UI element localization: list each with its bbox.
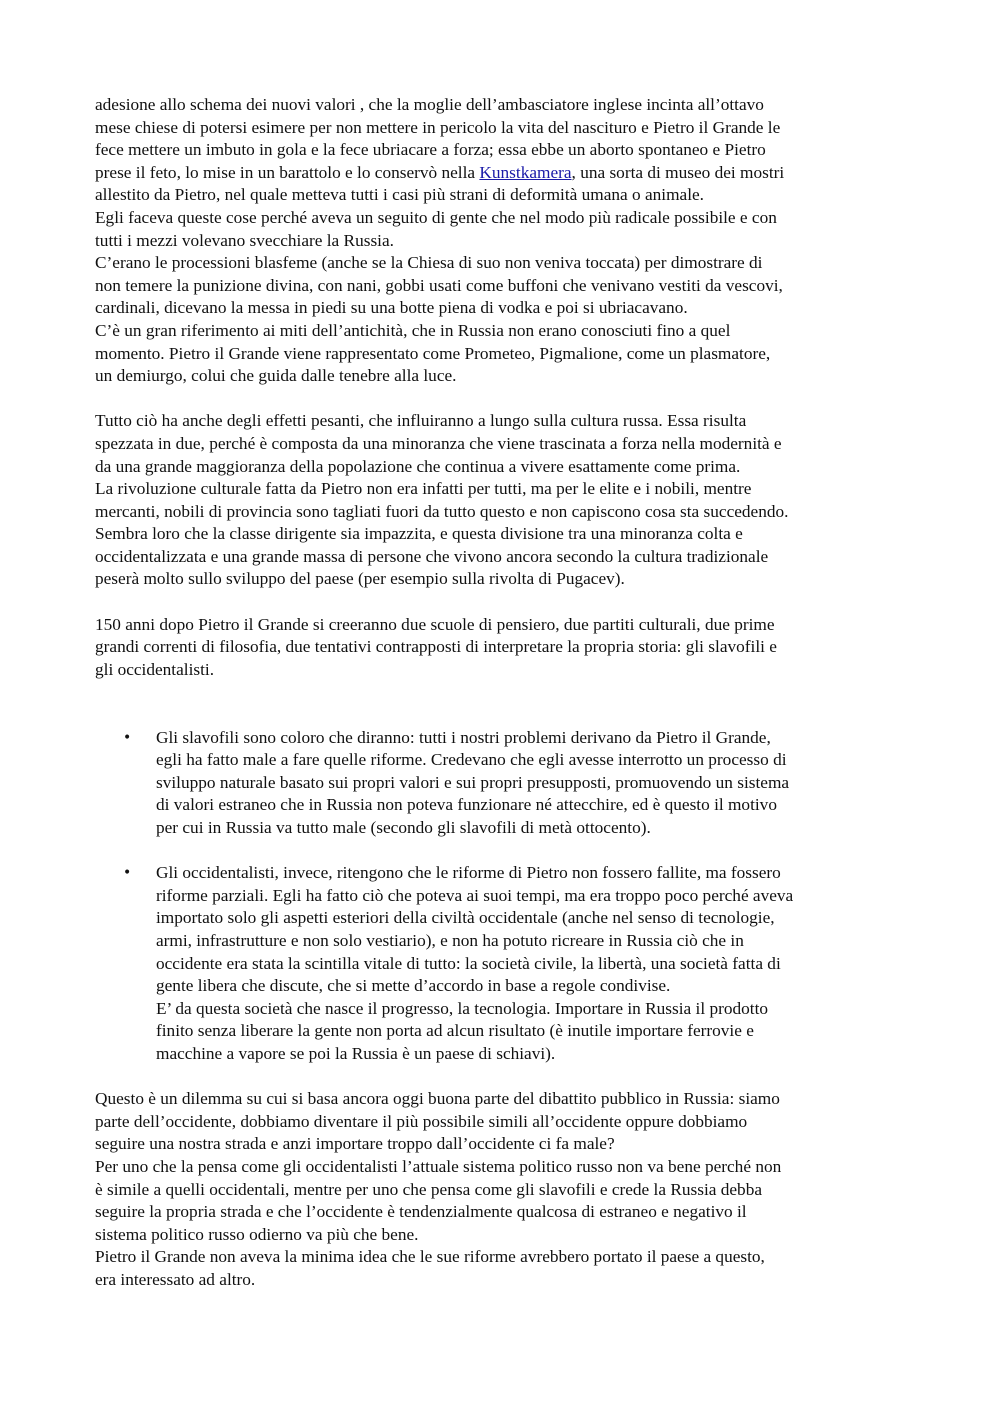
paragraph-spacer — [95, 840, 910, 863]
paragraph-dilemma: Questo è un dilemma su cui si basa ancora oggi buona parte del dibattito pubblico in Russia: siamo parte dell’occidente, dobbiamo diventare il più possibile simili all’occidente oppure dobbiamo seguire una nostra strada e anzi importare troppo dall’occidente ci fa male? — [95, 1089, 780, 1154]
paragraph-effetti: Tutto ciò ha anche degli effetti pesanti, che influiranno a lungo sulla cultura russa. Essa risulta spezzata in due, perché è composta da una minoranza che viene trascinata a forza nella modernità e da una grande maggioranza della popolazione che continua a vivere esattamente come prima. — [95, 411, 782, 476]
bullet-list — [95, 727, 910, 1066]
paragraph-processioni: C’erano le processioni blasfeme (anche se la Chiesa di suo non veniva toccata) per dimostrare di non temere la punizione divina, con nani, gobbi usati come buffoni che venivano vestiti da vescovi, cardinali, dicevano la messa in piedi su una botte piena di vodka e poi si ubriacavano. — [95, 253, 783, 318]
paragraph-spacer — [95, 681, 910, 704]
paragraph-spacer — [95, 591, 910, 614]
paragraph-sistema-politico: Per uno che la pensa come gli occidentalisti l’attuale sistema politico russo non va bene perché non è simile a quelli occidentali, mentre per uno che pensa come gli slavofili e crede la Russia debba seguire la propria strada e che l’occidente è tendenzialmente qualcosa di estraneo e negativo il sistema politico russo odierno va più che bene. — [95, 1156, 782, 1244]
bullet-continuation: E’ da questa società che nasce il progresso, la tecnologia. Importare in Russia il prodotto finito senza liberare la gente non porta ad alcun risultato (è inutile importare ferrovie e macchine a vapore se poi la Russia è un paese di schiavi). — [156, 998, 769, 1063]
paragraph-spacer — [95, 1066, 910, 1089]
paragraph-rivoluzione: La rivoluzione culturale fatta da Pietro non era infatti per tutti, ma per le elite e i nobili, mentre mercanti, nobili di provincia sono tagliati fuori da tutto questo e non capiscono cosa sta succedendo. Sembra loro che la classe dirigente sia impazzita, e questa divisione tra una minoranza colta e occidentalizzata e una grande massa di persone che vivono ancora secondo la cultura tradizionale peserà molto sullo sviluppo del paese (per esempio sulla rivolta di Pugacev). — [95, 479, 789, 589]
paragraph-miti: C’è un gran riferimento ai miti dell’antichità, che in Russia non erano conosciuti fino a quel momento. Pietro il Grande viene rappresentato come Prometeo, Pigmalione, come un plasmatore, un demiurgo, colui che guida dalle tenebre alla luce. — [95, 320, 771, 386]
bullet-text: Gli occidentalisti, invece, ritengono che le riforme di Pietro non fossero fallite, ma fossero riforme parziali. Egli ha fatto ciò che poteva ai suoi tempi, ma era troppo poco perché aveva importato solo gli aspetti esteriori della civiltà occidentale (anche nel senso di tecnologie, armi, infrastrutture e non solo vestiario), e non ha potuto ricreare in Russia ciò che in occidente era stata la scintilla vitale di tutto: la società civile, la libertà, una società fatta di gente libera che discute, che si mette d’accordo in base a regole condivise. — [156, 863, 794, 996]
bullet-item-occidentalisti — [95, 862, 910, 1065]
paragraph-scuole-pensiero: 150 anni dopo Pietro il Grande si creeranno due scuole di pensiero, due partiti culturali, due prime grandi correnti di filosofia, due tentativi contrapposti di interpretare la propria storia: gli slavofili e gli occidentalisti. — [95, 614, 777, 679]
bullet-text: Gli slavofili sono coloro che diranno: tutti i nostri problemi derivano da Pietro il Grande, egli ha fatto male a fare quelle riforme. Credevano che egli avesse interrotto un processo di sviluppo naturale basato sui propri valori e sui propri presupposti, promuovendo un sistema di valori estraneo che in Russia non poteva funzionare né attecchire, ed è questo il motivo per cui in Russia va tutto male (secondo gli slavofili di metà ottocento). — [156, 727, 790, 837]
paragraph-kunstkamera — [95, 94, 910, 207]
paragraph-conclusione: Pietro il Grande non aveva la minima idea che le sue riforme avrebbero portato il paese a questo, era interessato ad altro. — [95, 1247, 765, 1289]
paragraph-spacer — [95, 388, 910, 411]
bullet-icon: • — [123, 729, 132, 746]
paragraph-spacer — [95, 704, 910, 727]
paragraph-text: adesione allo schema dei nuovi valori , che la moglie dell’ambasciatore inglese incinta all’ottavo mese chiese di potersi esimere per non mettere in pericolo la vita del nascituro e Pietro il Grande le fece mettere un imbuto in gola e la fece ubriacare a forza; essa ebbe un aborto spontaneo e Pietro prese il feto, lo mise in un barattolo e lo conservò nella — [95, 95, 781, 182]
bullet-icon: • — [123, 865, 132, 882]
paragraph-text: , una sorta di museo dei mostri allestito da Pietro, nel quale metteva tutti i casi più strani di deformità umana o animale. — [95, 162, 785, 205]
bullet-item-slavofili — [95, 727, 910, 840]
paragraph-seguito: Egli faceva queste cose perché aveva un seguito di gente che nel modo più radicale possibile e con tutti i mezzi volevano svecchiare la Russia. — [95, 207, 777, 250]
document-page — [95, 94, 910, 1291]
kunstkamera-link[interactable]: Kunstkamera — [479, 162, 572, 182]
